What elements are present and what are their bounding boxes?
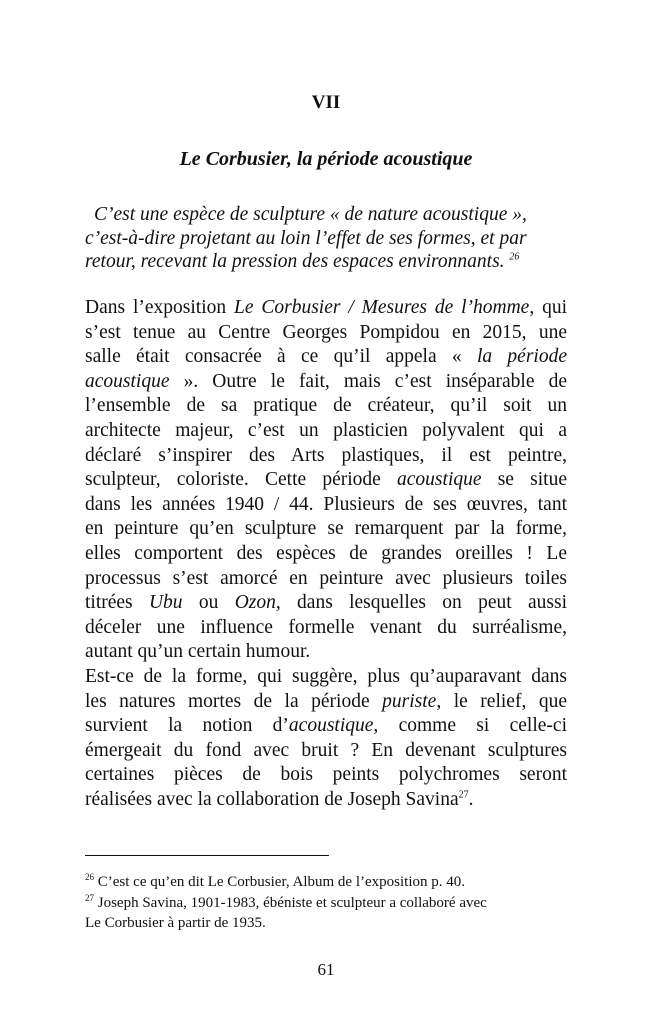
footnote-text: C’est ce qu’en dit Le Corbusier, Album de l’exposition p. 40. bbox=[97, 874, 466, 890]
footnote-text: Joseph Savina, 1901-1983, ébéniste et sculpteur a collaboré avec bbox=[97, 894, 487, 911]
text-line: les natures mortes de la période puriste, le relief, que bbox=[85, 690, 567, 712]
text-line: survient la notion d’acoustique, comme si celle-ci bbox=[85, 715, 567, 737]
text-line: déceler une influence formelle venant du surréalisme, bbox=[85, 616, 567, 638]
epigraph-line: c’est-à-dire projetant au loin l’effet de ses formes, et par bbox=[85, 227, 527, 249]
footnote-ref: 26 bbox=[509, 251, 520, 263]
footnote-number: 26 bbox=[85, 872, 94, 882]
text-line: en peinture qu’en sculpture se remarquent par la forme, bbox=[85, 518, 567, 540]
text-line: architecte majeur, c’est un plasticien polyvalent qui a bbox=[85, 419, 567, 441]
epigraph bbox=[85, 203, 567, 274]
text-line: elles comportent des espèces de grandes oreilles ! Le bbox=[85, 542, 567, 564]
footnote-number: 27 bbox=[85, 892, 94, 903]
footnote-continuation: Le Corbusier à partir de 1935. bbox=[85, 915, 266, 931]
epigraph-line: C’est une espèce de sculpture « de nature acoustique », bbox=[94, 204, 527, 225]
text-line: processus s’est amorcé en peinture avec plusieurs toiles bbox=[85, 567, 567, 589]
footnote bbox=[85, 872, 567, 893]
epigraph-line bbox=[85, 250, 567, 274]
text-line: salle était consacrée à ce qu’il appela « la période bbox=[85, 346, 567, 368]
text-line: sculpteur, coloriste. Cette période acoustique se situe bbox=[85, 469, 567, 491]
text-line: émergeait du fond avec bruit ? En devenant sculptures bbox=[85, 739, 567, 761]
text-line: déclaré s’inspirer des Arts plastiques, il est peintre, bbox=[85, 444, 567, 466]
text-line: titrées Ubu ou Ozon, dans lesquelles on peut aussi bbox=[85, 592, 567, 614]
body-text bbox=[85, 296, 567, 812]
text-line: Est-ce de la forme, qui suggère, plus qu’auparavant dans bbox=[85, 665, 567, 687]
exhibition-title: Le Corbusier / Mesures de l’homme bbox=[233, 297, 530, 318]
text-line: Dans l’exposition Le Corbusier / Mesures de l’homme, qui bbox=[85, 297, 568, 318]
footnote bbox=[85, 893, 567, 914]
footnote-ref: 27 bbox=[458, 789, 469, 801]
book-page bbox=[85, 0, 567, 1035]
text-line: s’est tenue au Centre Georges Pompidou en 2015, une bbox=[85, 321, 567, 343]
page-number: 61 bbox=[317, 960, 335, 979]
text-line: l’ensemble de sa pratique de créateur, qu’il soit un bbox=[85, 395, 567, 417]
chapter-number: VII bbox=[311, 92, 341, 113]
footnote-divider bbox=[85, 855, 329, 856]
text-line: réalisées avec la collaboration de Joseph Savina$^{27}$. bbox=[85, 788, 474, 810]
text-line: dans les années 1940 / 44. Plusieurs de ses œuvres, tant bbox=[85, 493, 567, 515]
text-line: certaines pièces de bois peints polychromes seront bbox=[85, 764, 567, 786]
text-line: autant qu’un certain humour. bbox=[85, 641, 311, 663]
text-line: acoustique ». Outre le fait, mais c’est inséparable de bbox=[85, 370, 567, 392]
chapter-title: Le Corbusier, la période acoustique bbox=[179, 148, 473, 170]
footnotes bbox=[85, 872, 567, 934]
epigraph-text: retour, recevant la pression des espaces environnants. bbox=[85, 251, 505, 272]
